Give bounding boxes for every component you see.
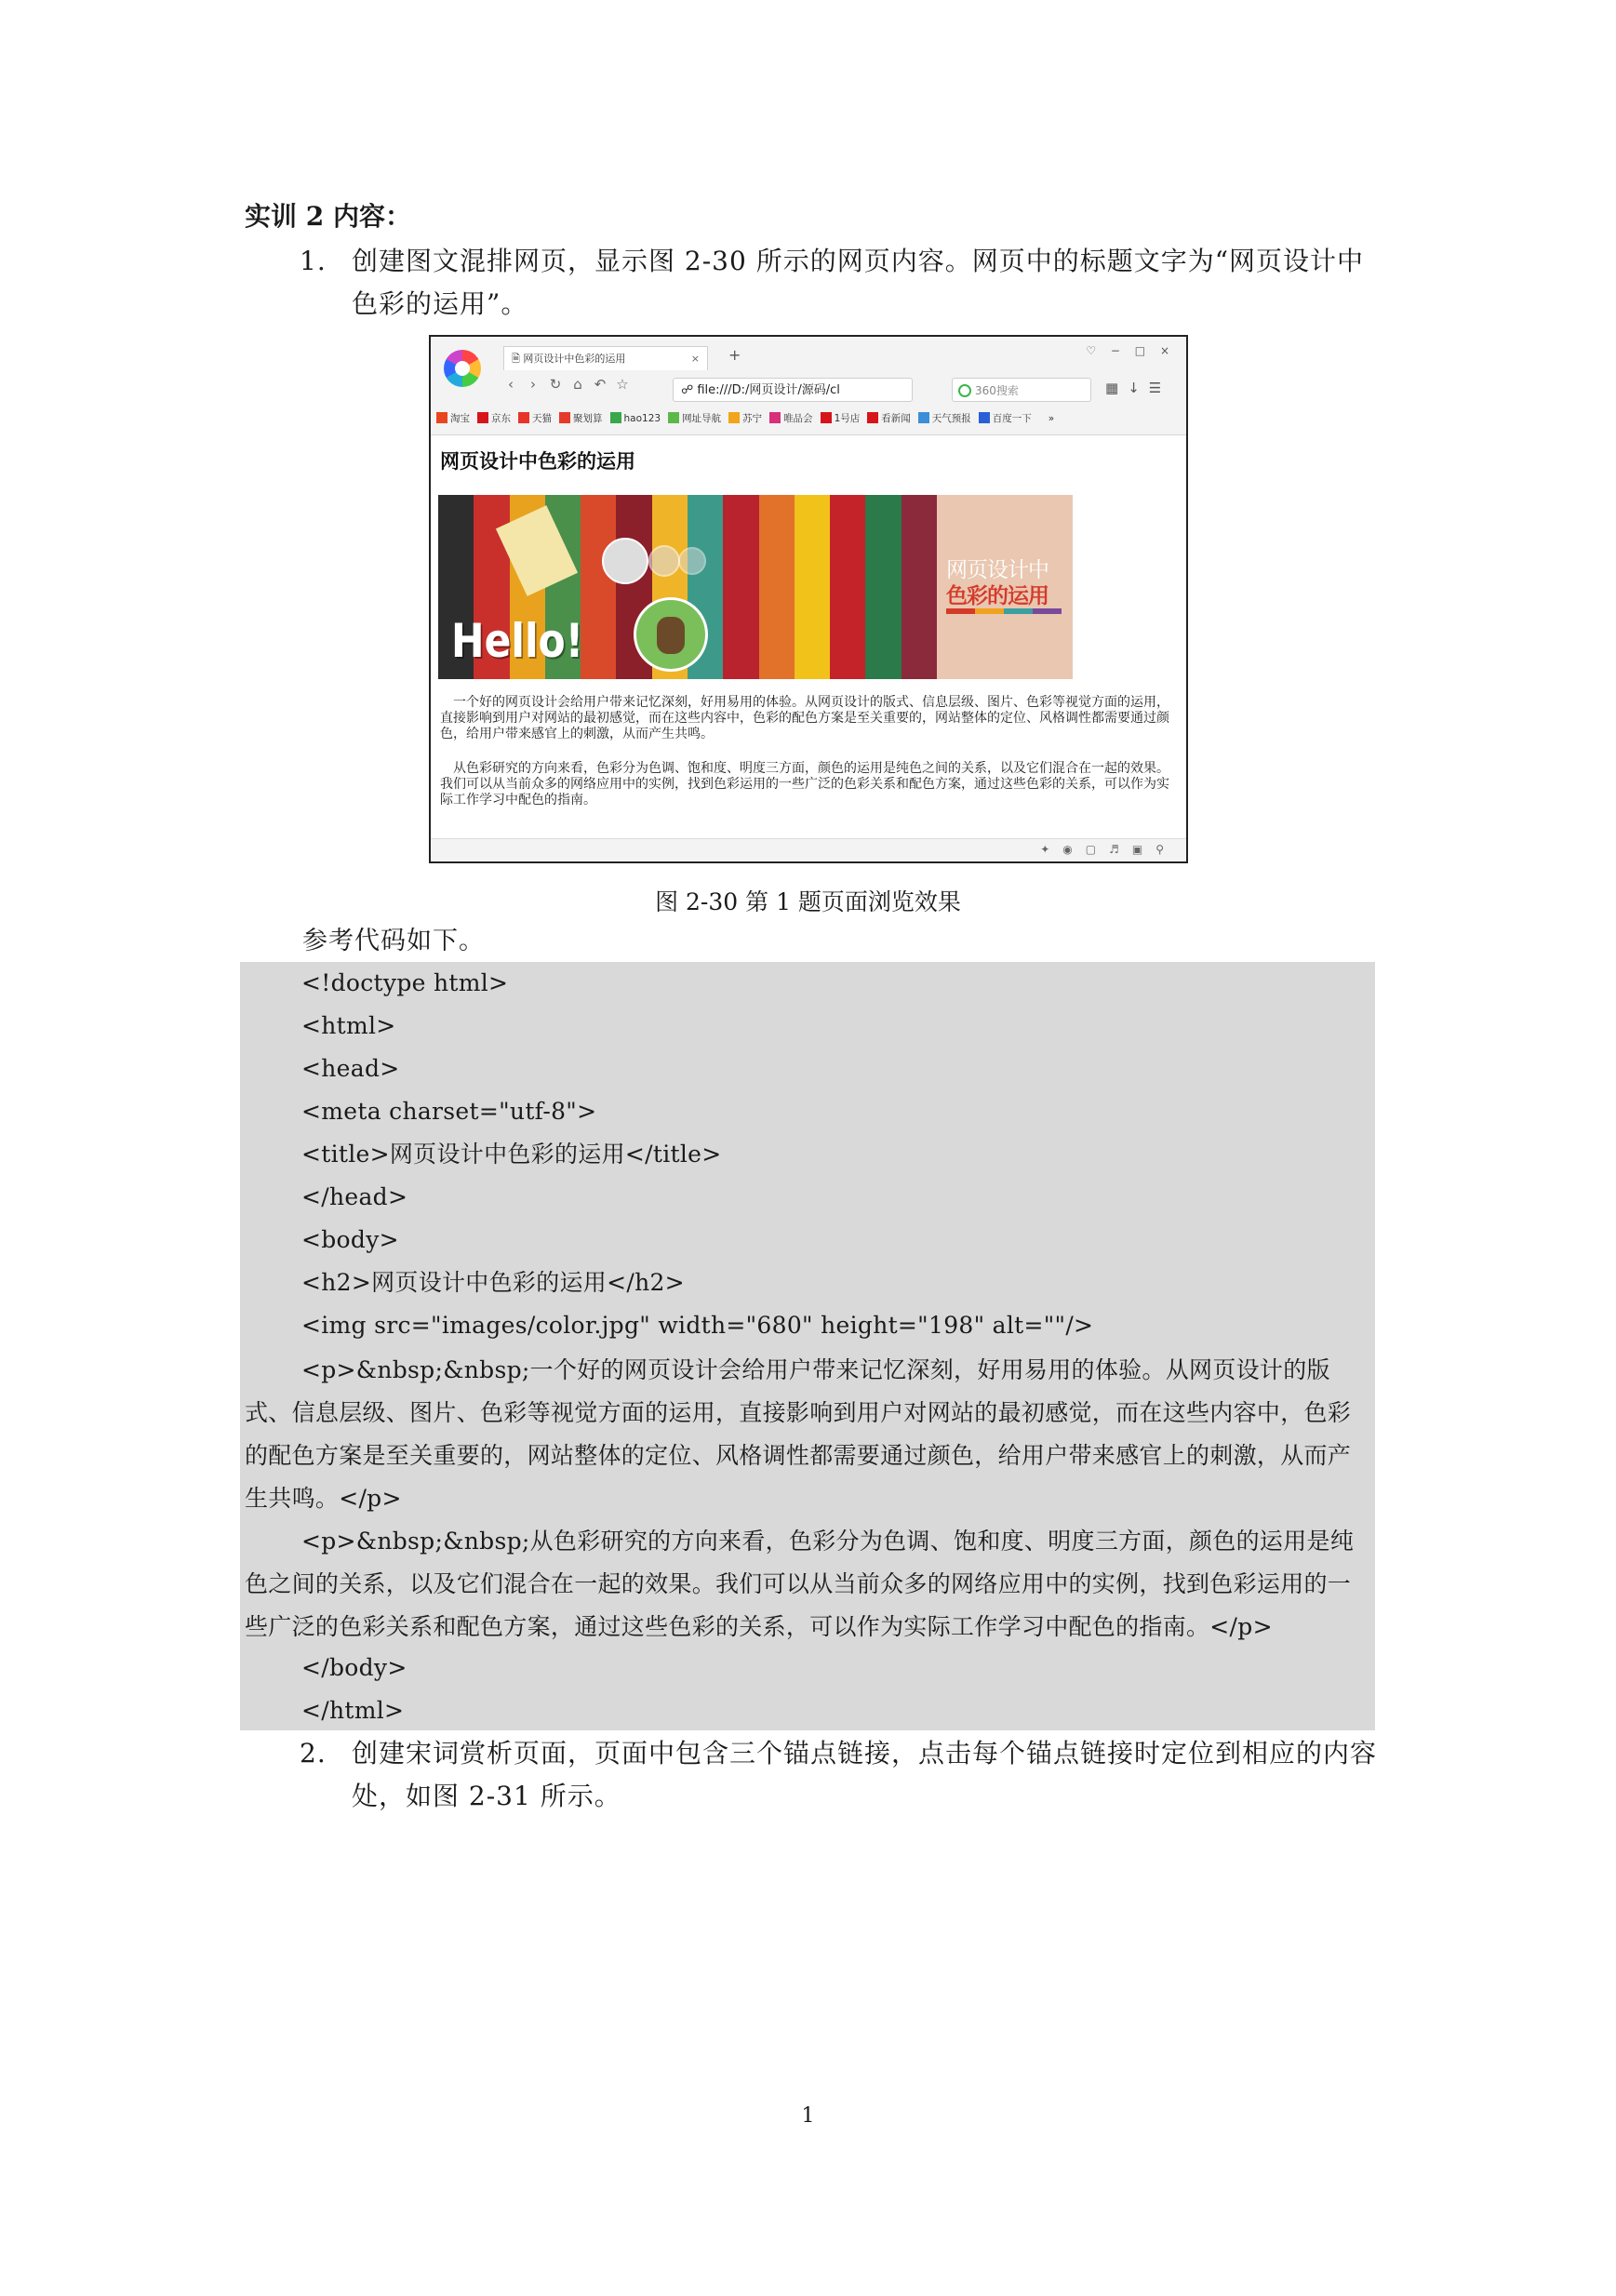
bookmark-icon: [918, 412, 929, 423]
bookmark-icon: [668, 412, 679, 423]
color-stripe: [723, 495, 758, 679]
bookmark-label: 唯品会: [783, 413, 813, 424]
code-paragraph-2: <p>&nbsp;&nbsp;从色彩研究的方向来看，色彩分为色调、饱和度、明度三方面，颜色的运用是纯色之间的关系，以及它们混合在一起的效果。我们可以从当前众多的网络应用中的实例，找到色彩运用的一些广泛的色彩关系和配色方案，通过这些色彩的关系，可以作为实际工作学习中配色的指南。</p>: [245, 1528, 1355, 1640]
apps-icon[interactable]: ▦: [1105, 380, 1129, 396]
code-paragraph-1: <p>&nbsp;&nbsp;一个好的网页设计会给用户带来记忆深刻，好用易用的体验。从网页设计的版式、信息层级、图片、色彩等视觉方面的运用，直接影响到用户对网站的最初感觉，而在这些内容中，色彩的配色方案是至关重要的，网站整体的定位、风格调性都需要通过颜色，给用户带来感官上的刺激，从而产生共鸣。</p>: [245, 1356, 1352, 1512]
color-stripe: [581, 495, 616, 679]
item-1-line-1: 创建图文混排网页，显示图 2-30 所示的网页内容。网页中的标题文字为“网页设计中: [352, 246, 1365, 276]
address-text: file:///D:/网页设计/源码/cl: [697, 383, 840, 397]
color-bar-segment: [946, 608, 975, 614]
bookmark-icon: [477, 412, 488, 423]
bookmark-item[interactable]: [769, 411, 813, 425]
bookmark-icon: [610, 412, 621, 423]
bookmark-label: 网址导航: [682, 413, 722, 424]
code-line: </body>: [301, 1654, 407, 1681]
bookmark-icon: [769, 412, 781, 423]
code-line: <html>: [301, 1012, 396, 1039]
bookmark-item[interactable]: [979, 411, 1032, 425]
bookmark-icon: [821, 412, 832, 423]
section-heading: 实训 2 内容：: [245, 201, 411, 232]
bookmark-item[interactable]: [559, 411, 603, 425]
back-icon[interactable]: ‹: [508, 376, 514, 393]
window-controls[interactable]: ♡ − □ ×: [1086, 344, 1175, 357]
bookmark-item[interactable]: [668, 411, 721, 425]
color-stripe: [830, 495, 865, 679]
bookmark-label: 淘宝: [450, 413, 470, 424]
code-line: <!doctype html>: [301, 969, 509, 996]
circle-button: [648, 545, 680, 577]
camera-icon[interactable]: ◉: [1062, 843, 1086, 856]
tab-close-icon[interactable]: ×: [690, 353, 700, 365]
banner-color-bar: [946, 608, 1062, 614]
bookmark-more-icon[interactable]: »: [1048, 413, 1055, 424]
page-icon: 🗎: [512, 353, 524, 365]
color-bar-segment: [1004, 608, 1033, 614]
bookmark-icon: [518, 412, 529, 423]
code-line: <body>: [301, 1226, 399, 1253]
bookmark-item[interactable]: [610, 412, 661, 424]
reference-label: 参考代码如下。: [302, 927, 485, 955]
refresh-icon[interactable]: ↻: [549, 376, 562, 393]
color-stripe: [901, 495, 937, 679]
bookmark-icon: [436, 412, 447, 423]
bookmark-label: 百度一下: [992, 413, 1032, 424]
bookmark-item[interactable]: [518, 411, 552, 425]
forward-icon[interactable]: ›: [530, 376, 536, 393]
color-bar-segment: [1033, 608, 1062, 614]
search-input[interactable]: 360搜索: [952, 378, 1091, 402]
code-line: </head>: [301, 1183, 408, 1210]
code-line: <title>网页设计中色彩的运用</title>: [301, 1141, 722, 1168]
bookmark-icon: [867, 412, 878, 423]
bookmark-label: 京东: [491, 413, 511, 424]
code-line: </html>: [301, 1697, 405, 1724]
tab-title: 网页设计中色彩的运用: [523, 353, 626, 365]
item-1-line-2: 色彩的运用”。: [352, 288, 528, 319]
bookmark-icon: [559, 412, 570, 423]
bookmark-item[interactable]: [821, 411, 861, 425]
page-paragraph-2: 从色彩研究的方向来看，色彩分为色调、饱和度、明度三方面，颜色的运用是纯色之间的关系，以及它们混合在一起的效果。我们可以从当前众多的网络应用中的实例，找到色彩运用的一些广泛的色彩关系和配色方案，通过这些色彩的关系，可以作为实际工作学习中配色的指南。: [440, 761, 1169, 808]
browser-screenshot-figure: [429, 335, 1188, 863]
banner-title-line-1: 网页设计中: [946, 558, 1048, 582]
code-line: <head>: [301, 1055, 400, 1082]
page-number: 1: [801, 2104, 815, 2128]
browser-tab[interactable]: [503, 346, 708, 370]
figure-caption: 图 2-30 第 1 题页面浏览效果: [655, 888, 961, 915]
browser-toolbar: [431, 337, 1186, 435]
color-stripe: [759, 495, 795, 679]
banner-title-line-2: 色彩的运用: [946, 584, 1048, 608]
banner-title-panel: [937, 495, 1073, 679]
bookmark-label: 聚划算: [573, 413, 603, 424]
pin-icon[interactable]: ✦: [1040, 843, 1063, 856]
page-heading: 网页设计中色彩的运用: [440, 449, 635, 473]
code-line: <h2>网页设计中色彩的运用</h2>: [301, 1269, 685, 1296]
bookmark-item[interactable]: [918, 411, 971, 425]
bookmark-icon: [728, 412, 740, 423]
banner-hello: Hello!: [451, 614, 584, 668]
color-stripe: [865, 495, 901, 679]
shield-icon: ☍: [681, 383, 698, 397]
new-tab-button[interactable]: +: [728, 346, 741, 364]
bookmark-label: 看新闻: [881, 413, 911, 424]
browser-status-bar: [431, 838, 1186, 861]
bookmark-icon: [979, 412, 990, 423]
bookmarks-bar: [436, 411, 1054, 425]
nav-buttons: [500, 376, 634, 404]
bookmark-item[interactable]: [867, 411, 911, 425]
item-1-number: 1.: [300, 246, 327, 276]
status-icons: [1040, 843, 1177, 856]
item-2-line-1: 创建宋词赏析页面，页面中包含三个锚点链接，点击每个锚点链接时定位到相应的内容: [352, 1738, 1378, 1769]
bookmark-item[interactable]: [477, 411, 511, 425]
address-bar[interactable]: [673, 378, 913, 402]
star-icon[interactable]: ☆: [616, 376, 629, 393]
banner-image: [438, 495, 1073, 679]
zoom-icon[interactable]: ⚲: [1155, 843, 1177, 856]
item-2-number: 2.: [300, 1738, 327, 1769]
menu-icon[interactable]: ☰: [1148, 380, 1171, 396]
page-paragraph-1: 一个好的网页设计会给用户带来记忆深刻，好用易用的体验。从网页设计的版式、信息层级、图片、色彩等视觉方面的运用，直接影响到用户对网站的最初感觉，而在这些内容中，色彩的配色方案是至关重要的，网站整体的定位、风格调性都需要通过颜色，给用户带来感官上的刺激，从而产生共鸣。: [440, 695, 1169, 741]
color-stripe: [795, 495, 830, 679]
bookmark-item[interactable]: [436, 411, 470, 425]
download-icon[interactable]: ↓: [1128, 380, 1149, 396]
volume-icon[interactable]: ♬: [1109, 843, 1132, 856]
code-line: <img src="images/color.jpg" width="680" height="198" alt=""/>: [301, 1312, 1094, 1339]
bookmark-label: 天猫: [532, 413, 552, 424]
color-bar-segment: [975, 608, 1004, 614]
trash-icon[interactable]: ▢: [1085, 843, 1110, 856]
undo-icon[interactable]: ↶: [594, 376, 607, 393]
circle-button: [678, 547, 706, 575]
bookmark-label: 天气预报: [931, 413, 971, 424]
browser-logo-icon: [444, 350, 481, 387]
avatar: [634, 597, 708, 672]
code-line: <meta charset="utf-8">: [301, 1098, 597, 1125]
bookmark-label: hao123: [623, 413, 661, 424]
home-icon[interactable]: ⌂: [573, 376, 582, 393]
browser-tools: [1105, 380, 1170, 396]
window-icon[interactable]: ▣: [1131, 843, 1156, 856]
bookmark-label: 1号店: [834, 413, 861, 424]
item-2-line-2: 处，如图 2-31 所示。: [352, 1781, 621, 1811]
bookmark-item[interactable]: [728, 411, 762, 425]
bookmark-label: 苏宁: [742, 413, 763, 424]
circle-button: [602, 538, 648, 584]
